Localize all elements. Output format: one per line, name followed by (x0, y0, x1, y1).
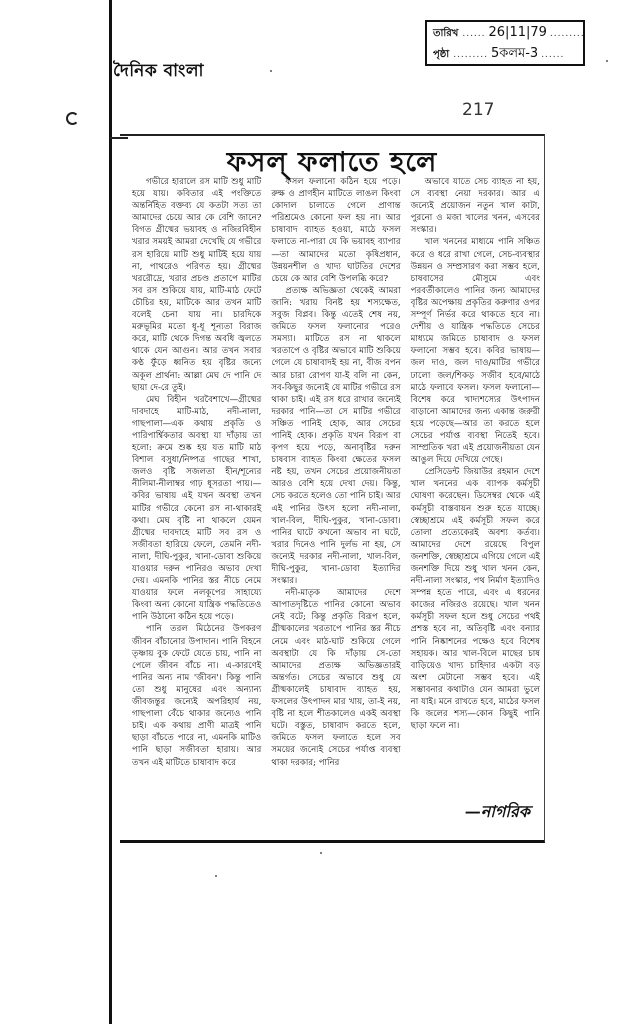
archive-stamp (425, 20, 585, 66)
article-paragraph: প্রেসিডেন্ট জিয়াউর রহমান দেশে খাল খননের এক ব্যাপক কর্মসূচী ঘোষণা করেছেন। ডিসেম্বর থেকে এই কর্মসূচী বাস্তবায়ন শুরু হতে যাচ্ছে। স্বেচ্ছাশ্রমে এই কর্মসূচী সফল করে তোলা প্রত্যেকেরই অবশ্য কর্তব্য। আমাদের দেশে রয়েছে বিপুল জনশক্তি, স্বেচ্ছাশ্রমে এগিয়ে গেলে এই জনশক্তি দিয়ে শুধু খাল খনন কেন, নদী-নালা সংস্কার, পথ নির্মাণ ইত্যাদিও সম্পন্ন হতে পারে, এবং এ ধরনের কাজের নজিরও রয়েছে। খাল খনন কর্মসূচী সফল হলে শুধু সেচের পথই প্রশস্ত হবে না, অতিবৃষ্টি এবং বন্যার পানি নিষ্কাশনের পক্ষেও হবে বিশেষ সহায়ক। আর খাল-বিলে মাছের চাষ বাড়িয়েও খাদ্য চাহিদার একটা বড় অংশ মেটানো সম্ভব হবে। এই সম্ভাবনার কথাটাও যেন আমরা ভুলে না যাই। মনে রাখতে হবে, মাঠের ফসল কি জলের শস্য—কোন কিছুই পানি ছাড়া ফলে না। (410, 467, 540, 732)
article-paragraph: পানি তরল মিঠেনের উপকরণ জীবন বাঁচানোর উপাদান। পানি বিহনে তৃষ্ণায় বুক ফেটে যেতে চায়, পানি না পেলে জীবন বাঁচে না। এ-কারণেই পানির অন্য নাম 'জীবন'। কিন্তু পানি তো শুধু মানুষের এবং অন্যান্য জীবজন্তুর জন্যেই অপরিহার্য নয়, গাছপালা বেঁচে থাকার জন্যেও পানি চাই। এক কথায় প্রাণী মাত্রই পানি ছাড়া বাঁচতে পারে না, এমনকি মাটিও পানি ছাড়া সজীবতা হারায়। আর তখন এই মাটিতে চাষাবাদ করে (132, 624, 262, 768)
article-headline: ফসল্ ফলাতে হলে (226, 147, 438, 178)
newspaper-name: দৈনিক বাংলা (113, 61, 204, 81)
article-body (132, 176, 540, 816)
scan-speck (320, 852, 322, 854)
article-byline: —নাগরিক (464, 802, 530, 821)
stamp-date-label: তারিখ (433, 28, 459, 39)
article-paragraph: অভাবে যাতে সেচ ব্যাহত না হয়, সে ব্যবস্থা নেয়া দরকার। আর এ জন্যেই প্রয়োজন নতুন খাল কাটা, পুরনো ও মজা খালের খনন, এসবের সংস্কার। (410, 177, 540, 236)
article-column-1 (132, 176, 261, 816)
scan-speck (606, 60, 608, 62)
article-paragraph: নদী-মাতৃক আমাদের দেশে আপাতদৃষ্টিতে পানির কোনো অভাব নেই বটে; কিন্তু প্রকৃতি বিরূপ হলে, গ্রীষ্মকালের খরতাপে পানির স্তর নীচে নেমে এবং মাঠ-ঘাট শুকিয়ে গেলে অবস্থাটা যে কি দাঁড়ায় সে-তো আমাদের প্রত্যক্ষ অভিজ্ঞতারই অন্তর্গত। সেচের অভাবে শুধু যে গ্রীষ্মকালেই চাষাবাদ ব্যাহত হয়, ফসলের উৎপাদন মার খায়, তা-ই নয়, বৃষ্টি না হলে শীতকালেও একই অবস্থা ঘটে। বস্তুত, চাষাবাদ করতে হলে, জমিতে ফসল ফলাতে হলে সব সময়ের জন্যেই সেচের পর্যাপ্ত ব্যবস্থা থাকা দরকার; পানির (271, 588, 401, 768)
stamp-dots: ...... (541, 50, 565, 60)
article-paragraph: খাল খননের মাধ্যমে পানি সঞ্চিত করে ও ধরে রাখা গেলে, সেচ-ব্যবস্থার উন্নয়ন ও সম্প্রসারণ করা সম্ভব হলে, চাষবাসের মৌসুমে এবং পরবর্তীকালেও পানির জন্য আমাদের বৃষ্টির অপেক্ষায় প্রকৃতির করুণার ওপর সম্পূর্ণ নির্ভর করে থাকতে হবে না। দেশীয় ও যান্ত্রিক পদ্ধতিতে সেচের মাধ্যমে জমিতে চাষাবাদ ও ফসল ফলানো সম্ভব হবে। কবির ভাষায়—জল দাও, জল দাও/মাটির গভীরে ঢালো জল/শিকড় সজীব হবে/মাঠে মাঠে ফলাবে ফসল। ফসল ফলানো—বিশেষ করে খাদ্যশস্যের উৎপাদন বাড়ানো আমাদের জন্য একান্ত জরুরী হয়ে পড়েছে—আর তা করতে হলে সেচের পর্যাপ্ত ব্যবস্থা নিতেই হবে। সাম্প্রতিক খরা এই প্রয়োজনীয়তা যেন আঙুল দিয়ে দেখিয়ে গেছে। (410, 237, 540, 466)
article-paragraph: ফসল ফলানো কঠিন হয়ে পড়ে। রুক্ষ ও প্রাণহীন মাটিতে লাঙল কিংবা কোদাল চালাতে গেলে প্রাণান্ত পরিশ্রমেও কোনো ফল হয় না। আর চাষাবাদ ব্যাহত হওয়া, মাঠে ফসল ফলাতে না-পারা যে কি ভয়াবহ ব্যাপার—তা আমাদের মতো কৃষিপ্রধান, উন্নয়নশীল ও খাদ্য ঘাটতির দেশের চেয়ে কে আর বেশি উপলব্ধি করে? (271, 177, 401, 284)
newspaper-clipping (120, 134, 545, 843)
article-paragraph: প্রত্যক্ষ অভিজ্ঞতা থেকেই আমরা জানি: খরায় বিনষ্ট হয় শস্যক্ষেত, সবুজ বিপ্লব। কিন্তু এতেই শেষ নয়, জমিতে ফসল ফলানোর পরেও সমস্যা। মাটিতে রস না থাকলে খরতাপে ও বৃষ্টির অভাবে মাটি শুকিয়ে গেলে যে চাষাবাদই হয় না, বীজ বপন আর চারা রোপণ যা-ই বলি না কেন, সব-কিছুর জন্যেই যে মাটির গভীরে রস থাকা চাই। এই রস ধরে রাখার জন্যেই দরকার পানি—তা সে মাটির গভীরে সঞ্চিত পানিই হোক, আর সেচের পানিই হোক। প্রকৃতি যখন বিরূপ বা কৃপণ হয়ে পড়ে, অনাবৃষ্টির দরুন চাষবাস ব্যাহত কিংবা ক্ষেতের ফসল নষ্ট হয়, তখন সেচের প্রয়োজনীয়তা আরও বেশি হয়ে দেখা দেয়। কিন্তু, সেচ করতে হলেও তো পানি চাই। আর এই পানির উৎস হলো নদী-নালা, খাল-বিল, দীঘি-পুকুর, খানা-ডোবা। পানির ঘাটে কখনো অভাব না ঘটে, খরার দিনেও পানি দুর্লভ না হয়, সে জন্যেই দরকার নদী-নালা, খাল-বিল, দীঘি-পুকুর, খানা-ডোবা ইত্যাদির সংস্কার। (271, 285, 401, 587)
article-paragraph: গভীরে হারালে রস মাটি শুধু মাটি হয়ে যায়। কবিতার এই পংক্তিতে অন্তর্নিহিত বক্তব্য যে কতটা সত্য তা আমাদের চেয়ে আর কে বেশি জানে? বিগত গ্রীষ্মের ভয়াবহ ও নজিরবিহীন খরার সময়ই আমরা দেখেছি যে গভীরে রস হারিয়ে মাটি শুধু মাটিই হয়ে যায় না, পাথরেও পরিণত হয়। গ্রীষ্মের খররৌদ্রে, খরার প্রচণ্ড প্রতাপে মাটির সব রস শুকিয়ে যায়, মাটি-মাঠ ফেটে চৌচির হয়, মাটিকে আর তখন মাটি বলেই চেনা যায় না। চারদিকে মরুভূমির মতো ধূ-ধূ শূন্যতা বিরাজ করে, মাটি থেকে দিগন্ত অবধি জ্বলতে থাকে যেন আগুন। আর তখন সবার কণ্ঠ ফুঁড়ে ধ্বনিত হয় বৃষ্টির জন্যে অকূল প্রার্থনা: আল্লা মেঘ দে পানি দে ছায়া দে-রে তুই। (132, 177, 262, 393)
article-column-3 (411, 176, 540, 816)
binding-margin-line (109, 0, 112, 1024)
stamp-date-value: 26|11|79 (488, 25, 547, 40)
stamp-dots: ......... (453, 50, 488, 60)
stamp-page-label: পৃষ্ঠা (433, 49, 450, 60)
article-paragraph: মেঘ বিহীন খরবৈশাখে—গ্রীষ্মের দাবদাহে মাটি-মাঠ, নদী-নালা, গাছপালা—এক কথায় প্রকৃতি ও পারিপার্শ্বিকতার অবস্থা যা দাঁড়ায় তা হলো: ক্রমে শুষ্ক হয় যত মাটি মাঠ বিশাল বসুধা/নিষ্পত্র গাছের শাখা, জলও বৃষ্টি সজলতা হীন/শূন্যের নীলিমা-নীলাম্বর গাঢ় ধূসরতা পায়।—কবির ভাষায় এই যখন অবস্থা তখন মাটির গভীরে কেনো রস না-থাকারই কথা। মেঘ বৃষ্টি না থাকলে যেমন গ্রীষ্মের দাবদাহে মাটি সব রস ও সজীবতা হারিয়ে ফেলে, তেমনি নদী-নালা, দীঘি-পুকুর, খানা-ডোবা শুকিয়ে যাওয়ার দরুন পানিরও অভাব দেখা দেয়। এমনকি পানির স্তর নীচে নেমে যাওয়ার ফলে নলকূপের সাহায্যে কিংবা অন্য কোনো যান্ত্রিক পদ্ধতিতেও পানি উঠানো কঠিন হয়ে পড়ে। (132, 394, 262, 623)
article-column-2 (271, 176, 400, 816)
punch-hole-icon (66, 112, 79, 125)
stamp-dots: ...... (462, 29, 486, 39)
stamp-page-row (433, 44, 577, 63)
scan-speck (215, 875, 217, 877)
archive-page-number: 217 (462, 100, 495, 120)
stamp-page-value: 5কলম-3 (490, 46, 539, 61)
stamp-date-row (433, 25, 585, 44)
stamp-dots: ......... (549, 29, 585, 39)
scan-speck (270, 70, 272, 72)
